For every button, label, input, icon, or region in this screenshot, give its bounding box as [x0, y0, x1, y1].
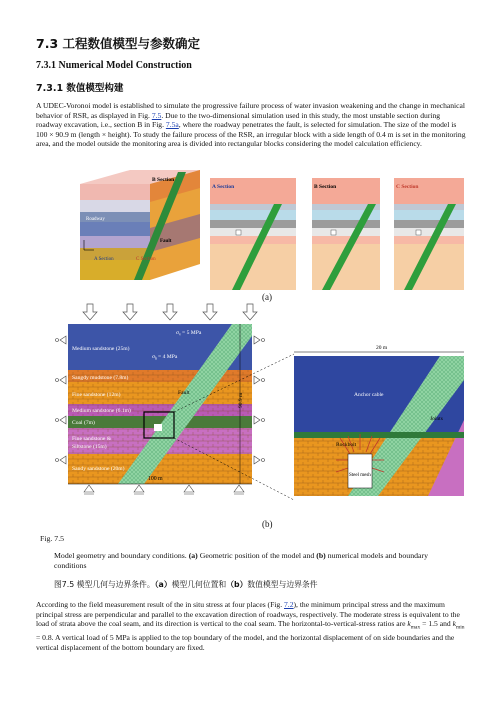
label-b-section: B Section — [152, 177, 175, 183]
label-anchor-cable: Anchor cable — [354, 392, 384, 398]
label-fault: Fault — [160, 239, 172, 244]
figure-link[interactable]: 7.5a — [165, 120, 179, 130]
panel-b-title: B Section — [314, 184, 337, 190]
subsection-heading-zh: 7.3.1 数值模型构建 — [36, 83, 124, 94]
section-panel-a — [210, 178, 296, 290]
svg-text:90.9 m: 90.9 m — [238, 392, 244, 408]
zoom-width: 20 m — [376, 345, 388, 351]
para-text: A UDEC-Voronoi model is established to simulate the progressive failure process of water invasion weakening and the change in mechanical behavior of RSR, as displayed in Fig. — [36, 101, 465, 120]
section-panel-b — [312, 178, 380, 290]
layer-label: Coal (7m) — [72, 420, 95, 426]
figure-link[interactable]: 7.2 — [284, 600, 294, 609]
section-panel-c — [394, 178, 464, 290]
layer-label: Sangdy mudstone (7.8m) — [72, 375, 129, 381]
svg-text:100 m: 100 m — [148, 476, 163, 482]
para-text: . Due to the two-dimensional simulation used in this study, the most unstable section during roadway excavation, i.e., section B in Fig. — [36, 110, 441, 130]
layer-label: Sandy sandstone (20m) — [72, 466, 125, 472]
layer-label: Fine sandstone & — [72, 436, 112, 442]
layer-label: Medium sandstone (25m) — [72, 346, 130, 352]
section-heading: 7.3 工程数值模型与参数确定 — [36, 36, 200, 51]
label-a-section: A Section — [94, 257, 114, 262]
panel-c-title: C Section — [396, 184, 419, 190]
stress-vertical: $\sigma_v= 5$ MPa — [176, 330, 202, 337]
bottom-boundary-supports — [84, 485, 244, 494]
figure-link[interactable]: 7.5 — [151, 110, 162, 120]
figure-a-geometry — [60, 168, 480, 308]
figure-b-numerical-model — [48, 300, 478, 518]
figure-caption-zh: 图7.5 模型几何与边界条件。（a）模型几何位置和（b）数值模型与边界条件 — [54, 580, 318, 589]
label-c-section: C Section — [136, 257, 156, 262]
label-roadway: Roadway — [86, 217, 105, 222]
subsection-heading-en: 7.3.1 Numerical Model Construction — [36, 60, 192, 71]
figure-caption-en: Model geometry and boundary conditions. (a) Geometric position of the model and (b) numerical models and boundary conditions — [54, 551, 428, 570]
paragraph-boundary-conditions: According to the field measurement result of the in situ stress at four places (Fig. 7.2), the minimum principal stress and the maximum principal stress are perpendicular and parallel to the excavation direction of roadways, respectively. The moderate stress is equivalent to the load of strata above the coal seam, and its direction is vertical to the coal seam. The horizontal-to-vertical-stress ratios are $k_{max} = 1.5$ and $k_{min} = 0.8$. A vertical load of 5 MPa is applied to the top boundary of the model, and the horizontal displacement of on side boundaries and the vertical displacement of the bottom boundary are fixed. — [36, 600, 465, 652]
stress-horizontal: $\sigma_h= 4$ MPa — [152, 354, 178, 361]
figure-b-label: (b) — [262, 519, 273, 529]
layer-label: Fine sandstone (12m) — [72, 392, 121, 398]
label-joints: Joints — [430, 416, 443, 422]
paragraph-model-construction — [36, 101, 466, 149]
model-3d-block — [80, 170, 200, 280]
label-steel-mesh: Steel mesh — [349, 473, 371, 478]
para-text: , where the roadway penetrates the fault, is selected for simulation. The size of the model is 100 × 90.9 m (length × height). To study the failure process of the RSR, an irregular block with a side length of 0.4 m is set in the monitoring area, and the model outside the monitoring area is divided into rectangular blocks considering the model calculation efficiency. — [36, 120, 466, 149]
figure-a-label: (a) — [262, 292, 272, 302]
zoom-panel — [294, 345, 464, 496]
load-arrows — [83, 304, 257, 320]
fault-label: Fault — [178, 390, 190, 396]
panel-a-title: A Section — [212, 184, 235, 190]
layer-label: Siltstone (15m) — [72, 444, 107, 450]
label-rockbolt: Rockbolt — [336, 442, 357, 448]
layer-label: Medium sandstone (6.1m) — [72, 408, 131, 414]
figure-number: Fig. 7.5 — [40, 534, 65, 543]
